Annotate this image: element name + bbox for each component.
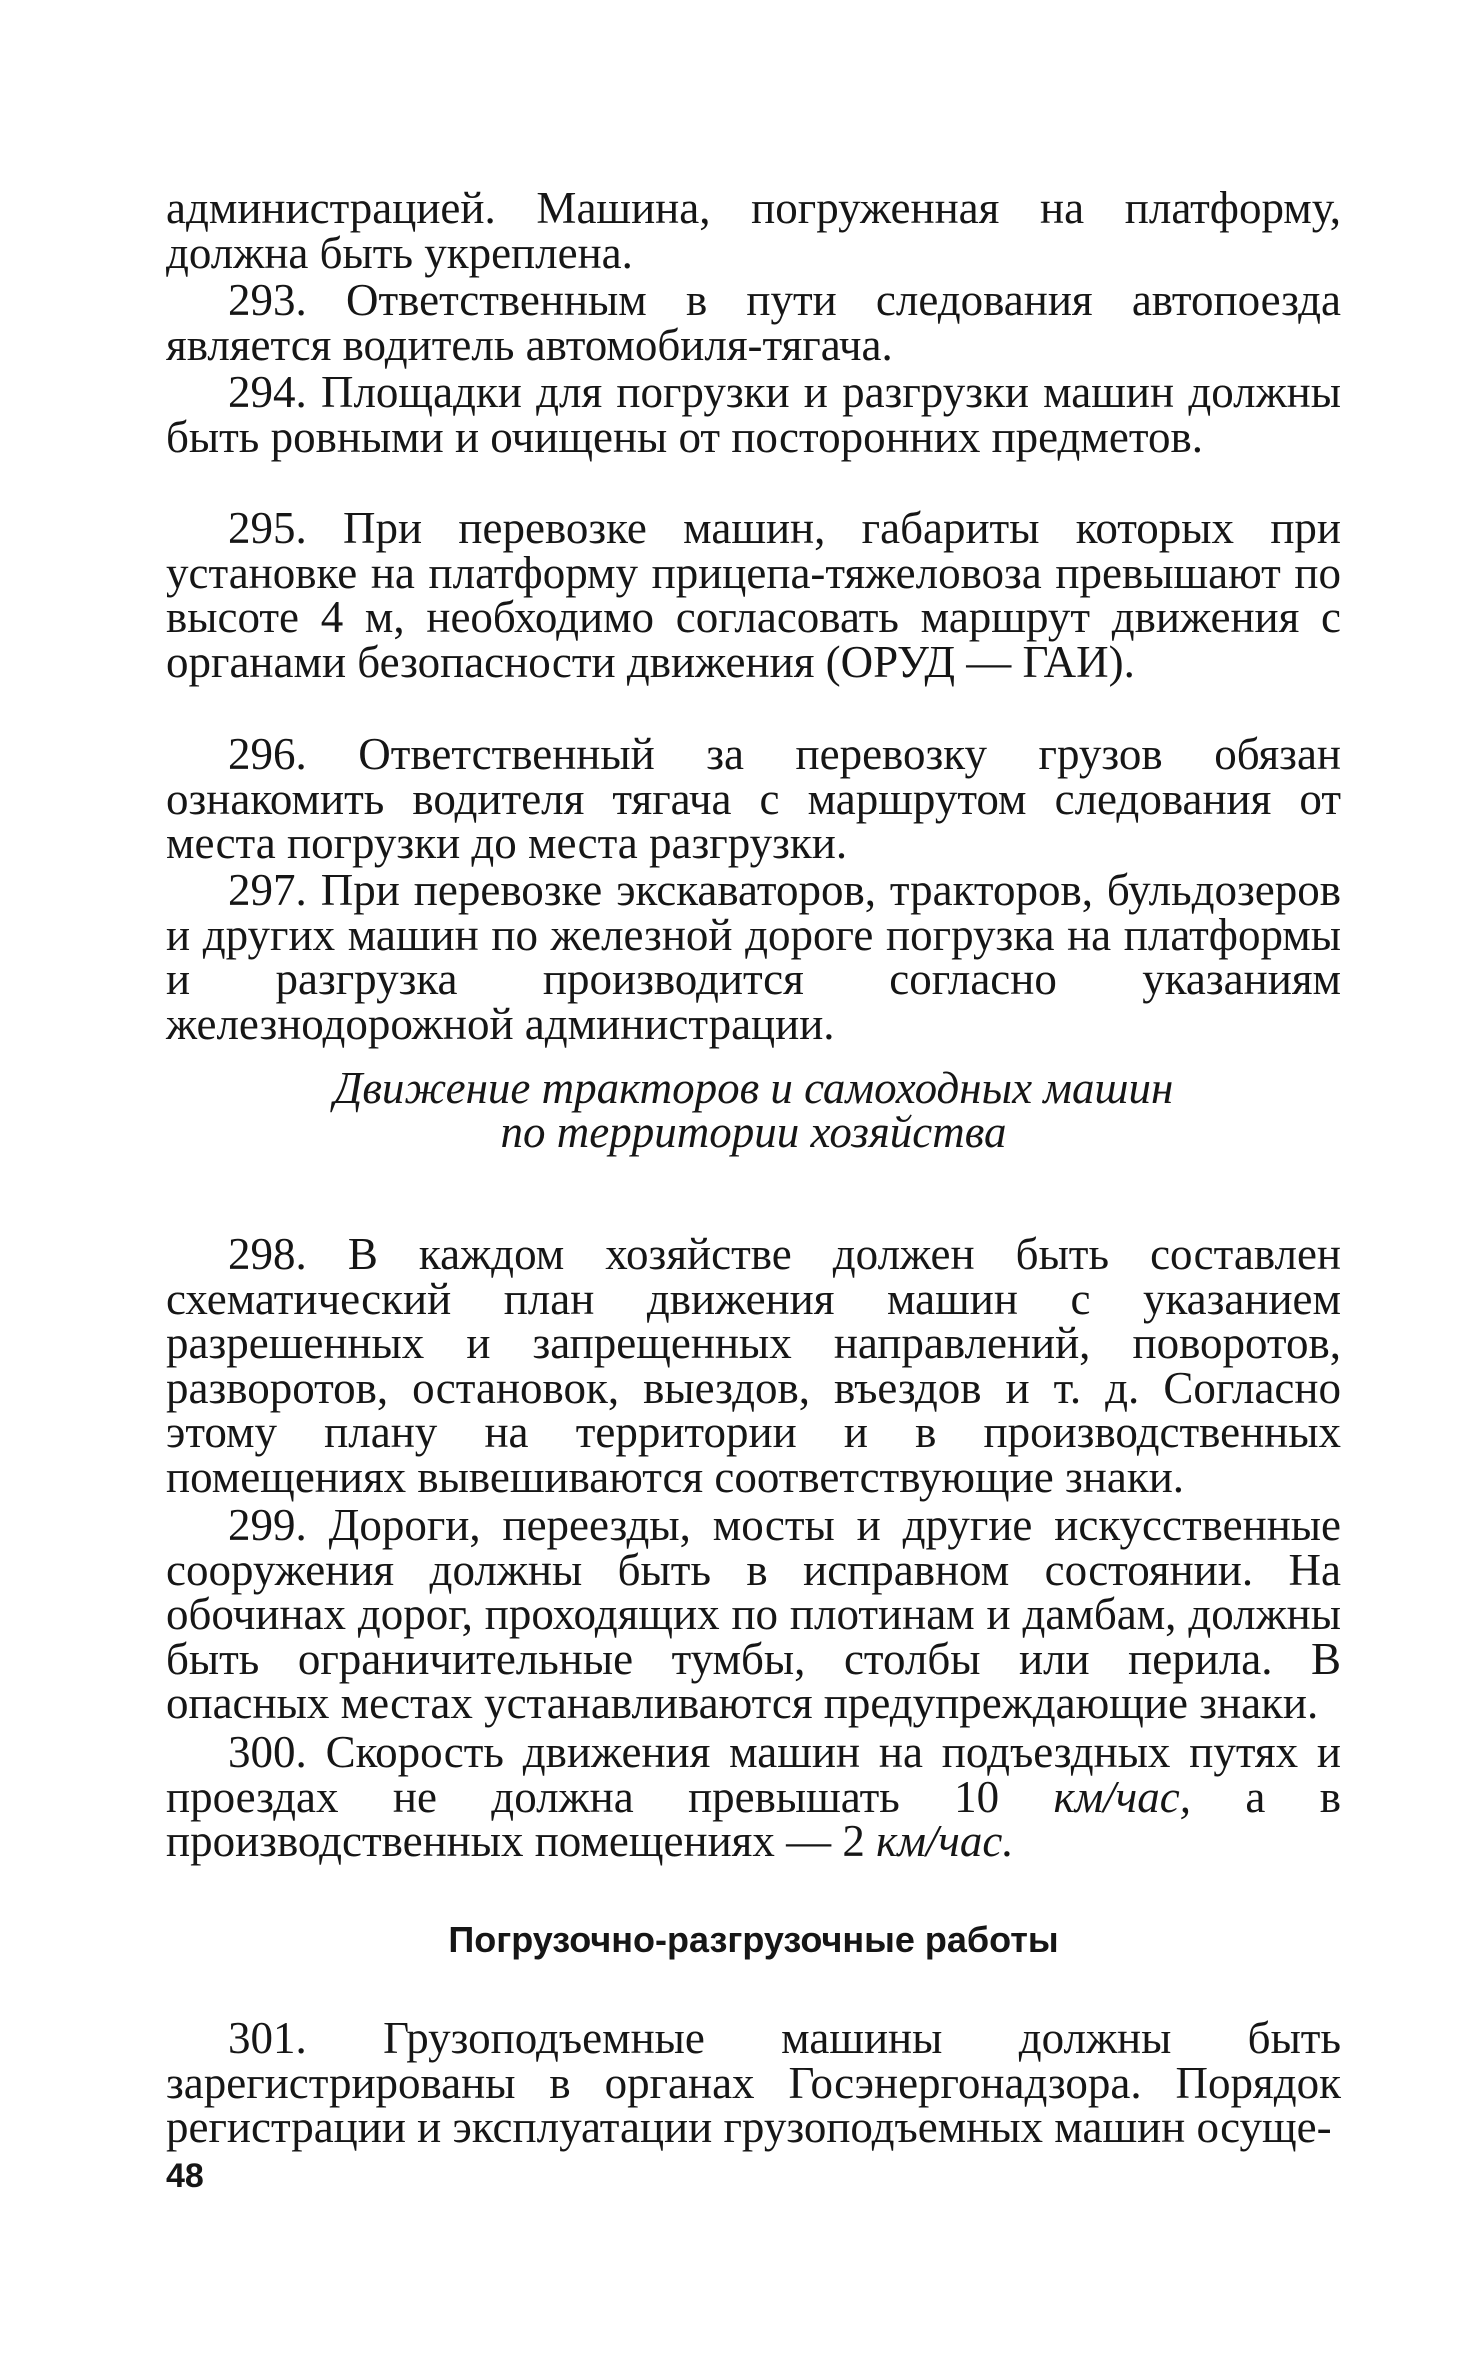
paragraph-299: 299. Дороги, переезды, мосты и другие искусственные сооружения должны быть в исправном состоянии. На обочинах дорог, проходящих по плотинам и дамбам, должны быть ограничительные тумбы, столбы или перила. В опасных местах устанавливаются предупреждающие знаки. (166, 1500, 1341, 1729)
page-number: 48 (166, 2157, 204, 2195)
p300-text-b: а в производственных помещениях — 2 (166, 1771, 1341, 1867)
paragraph-301: 301. Грузоподъемные машины должны быть зарегистрированы в органах Госэнергонадзора. Порядок регистрации и эксплуатации грузоподъемных машин осуще- (166, 2013, 1341, 2153)
paragraph-293: 293. Ответственным в пути следования автопоезда является водитель автомобиля-тягача. (166, 275, 1341, 370)
p300-unit-b: км/час. (876, 1816, 1014, 1867)
subsection-heading-line-1: Движение тракторов и самоходных машин (333, 1063, 1174, 1113)
paragraph-continued: администрацией. Машина, погруженная на платформу, должна быть укреплена. (166, 183, 1341, 278)
section-heading: Погрузочно-разгрузочные работы (448, 1919, 1059, 1960)
paragraph-294: 294. Площадки для погрузки и разгрузки машин должны быть ровными и очищены от посторонних предметов. (166, 367, 1341, 462)
paragraph-296: 296. Ответственный за перевозку грузов обязан ознакомить водителя тягача с маршрутом следования от места погрузки до места разгрузки. (166, 729, 1341, 869)
paragraph-295: 295. При перевозке машин, габариты которых при установке на платформу прицепа-тяжеловоза превышают по высоте 4 м, необходимо согласовать маршрут движения с органами безопасности движения (ОРУД — ГАИ). (166, 503, 1341, 687)
paragraph-298: 298. В каждом хозяйстве должен быть составлен схематический план движения машин с указанием разрешенных и запрещенных направлений, поворотов, разворотов, остановок, выездов, въездов и т. д. Согласно этому плану на территории и в производственных помещениях вывешиваются соответствующие знаки. (166, 1229, 1341, 1502)
paragraph-297: 297. При перевозке экскаваторов, тракторов, бульдозеров и других машин по железной дороге погрузка на платформы и разгрузка производится согласно указаниям железнодорожной администрации. (166, 865, 1341, 1049)
subsection-heading-line-2: по территории хозяйства (500, 1107, 1007, 1157)
p300-unit-a: км/час, (1053, 1771, 1191, 1822)
paragraph-300 (166, 1727, 1341, 1867)
subsection-heading (166, 1063, 1341, 1157)
p300-text-a: 300. Скорость движения машин на подъездных путях и проездах не должна превышать 10 (166, 1727, 1341, 1822)
